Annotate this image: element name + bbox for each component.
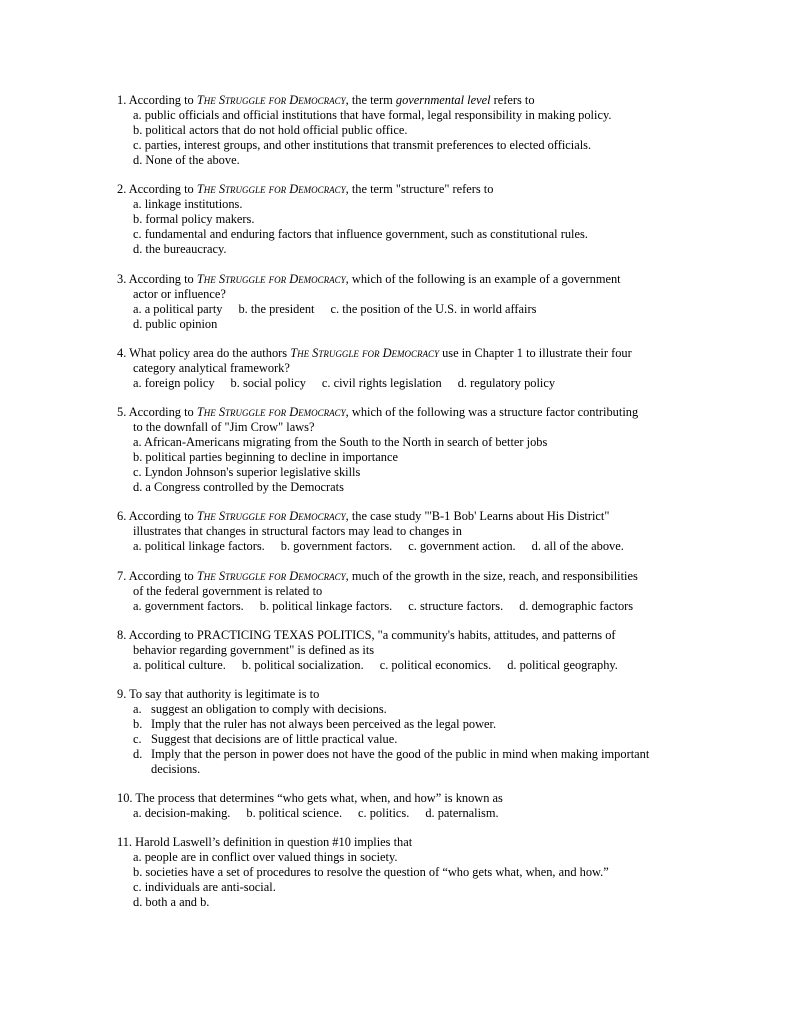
option-a: a. political linkage factors.	[133, 539, 265, 553]
question-stem	[117, 272, 717, 287]
option-b: b. social policy	[230, 376, 306, 390]
question-stem: 8. According to PRACTICING TEXAS POLITICS, "a community's habits, attitudes, and patterns of	[117, 628, 616, 642]
stem-continuation: illustrates that changes in structural factors may lead to changes in	[133, 524, 462, 538]
options-row	[117, 302, 717, 317]
option-d: d. None of the above.	[133, 153, 240, 167]
option-c: c. Lyndon Johnson's superior legislative skills	[133, 465, 361, 479]
option-c: c. government action.	[408, 539, 516, 553]
option-a	[117, 702, 717, 717]
key-term: governmental level	[395, 93, 491, 107]
option-d: d. the bureaucracy.	[133, 242, 227, 256]
stem-text: , which of the following was a structure factor contributing	[345, 405, 639, 419]
options-row	[117, 539, 717, 554]
option-b: b. political linkage factors.	[259, 599, 393, 613]
option-b: b. political socialization.	[241, 658, 364, 672]
option-c: c. the position of the U.S. in world affairs	[330, 302, 537, 316]
book-title: The Struggle for Democracy	[196, 182, 346, 196]
option-b	[117, 717, 717, 732]
stem-text: 2. According to	[117, 182, 197, 196]
stem-continuation: of the federal government is related to	[133, 584, 323, 598]
option-b: b. political science.	[246, 806, 343, 820]
option-c: c. fundamental and enduring factors that influence government, such as constitutional rules.	[133, 227, 588, 241]
option-c: c. political economics.	[379, 658, 492, 672]
question-3	[117, 272, 717, 332]
book-title: The Struggle for Democracy	[196, 509, 346, 523]
option-a: a. political culture.	[133, 658, 226, 672]
options-row	[117, 658, 717, 673]
question-1	[117, 93, 717, 168]
option-d: d. both a and b.	[133, 895, 210, 909]
stem-text: 4. What policy area do the authors	[117, 346, 291, 360]
book-title: The Struggle for Democracy	[196, 93, 346, 107]
stem-text: 5. According to	[117, 405, 197, 419]
option-b: b. political parties beginning to decline in importance	[133, 450, 398, 464]
option-text: Imply that the ruler has not always been perceived as the legal power.	[151, 717, 497, 731]
option-a: a. government factors.	[133, 599, 244, 613]
option-a: a. African-Americans migrating from the South to the North in search of better jobs	[133, 435, 548, 449]
option-b: b. political actors that do not hold official public office.	[133, 123, 408, 137]
option-text: Suggest that decisions are of little practical value.	[151, 732, 398, 746]
option-d: d. all of the above.	[531, 539, 624, 553]
option-c: c. structure factors.	[408, 599, 504, 613]
question-7	[117, 569, 717, 614]
option-a: a. decision-making.	[133, 806, 231, 820]
option-b: b. societies have a set of procedures to resolve the question of “who gets what, when, and how.”	[133, 865, 609, 879]
stem-continuation: to the downfall of "Jim Crow" laws?	[133, 420, 315, 434]
option-c: c. politics.	[358, 806, 410, 820]
stem-continuation: actor or influence?	[133, 287, 226, 301]
stem-continuation: behavior regarding government" is defined as its	[133, 643, 375, 657]
question-stem: 11. Harold Laswell’s definition in question #10 implies that	[117, 835, 413, 849]
question-10	[117, 791, 717, 821]
question-stem	[117, 346, 717, 361]
question-9	[117, 687, 717, 777]
question-stem	[117, 569, 717, 584]
option-c: c. parties, interest groups, and other institutions that transmit preferences to elected officials.	[133, 138, 592, 152]
question-11	[117, 835, 717, 910]
stem-text: 6. According to	[117, 509, 197, 523]
question-6	[117, 509, 717, 554]
stem-text: 7. According to	[117, 569, 197, 583]
option-d: d. a Congress controlled by the Democrats	[133, 480, 344, 494]
option-a: a. people are in conflict over valued things in society.	[133, 850, 398, 864]
book-title: The Struggle for Democracy	[196, 405, 346, 419]
option-d: d. public opinion	[133, 317, 218, 331]
option-a: a. public officials and official institutions that have formal, legal responsibility in making policy.	[133, 108, 612, 122]
question-8	[117, 628, 717, 673]
options-row	[117, 376, 717, 391]
question-stem	[117, 509, 717, 524]
option-b: b. formal policy makers.	[133, 212, 255, 226]
stem-text: refers to	[490, 93, 535, 107]
book-title: The Struggle for Democracy	[196, 569, 346, 583]
question-stem	[117, 93, 717, 108]
question-5	[117, 405, 717, 495]
question-stem	[117, 182, 717, 197]
option-d-continuation: decisions.	[151, 762, 201, 776]
option-d: d. regulatory policy	[457, 376, 556, 390]
option-a: a. foreign policy	[133, 376, 215, 390]
stem-text: , much of the growth in the size, reach, and responsibilities	[345, 569, 638, 583]
stem-text: 1. According to	[117, 93, 197, 107]
question-stem: 9. To say that authority is legitimate is to	[117, 687, 320, 701]
stem-text: 3. According to	[117, 272, 197, 286]
stem-continuation: category analytical framework?	[133, 361, 290, 375]
question-stem: 10. The process that determines “who gets what, when, and how” is known as	[117, 791, 503, 805]
option-d: d. political geography.	[507, 658, 618, 672]
book-title: The Struggle for Democracy	[196, 272, 346, 286]
option-c	[117, 732, 717, 747]
stem-text: , which of the following is an example of a government	[345, 272, 621, 286]
stem-text: , the term "structure" refers to	[345, 182, 494, 196]
stem-text: , the case study "'B-1 Bob' Learns about His District"	[345, 509, 610, 523]
book-title: The Struggle for Democracy	[290, 346, 440, 360]
option-a: a. linkage institutions.	[133, 197, 243, 211]
option-letter: b.	[133, 717, 143, 731]
option-d: d. demographic factors	[519, 599, 634, 613]
option-d	[117, 747, 717, 762]
option-text: suggest an obligation to comply with decisions.	[151, 702, 387, 716]
option-d: d. paternalism.	[425, 806, 499, 820]
option-letter: c.	[133, 732, 142, 746]
option-a: a. a political party	[133, 302, 223, 316]
option-c: c. civil rights legislation	[321, 376, 442, 390]
stem-text: use in Chapter 1 to illustrate their four	[439, 346, 632, 360]
option-b: b. government factors.	[280, 539, 393, 553]
option-text: Imply that the person in power does not have the good of the public in mind when making important	[151, 747, 650, 761]
question-2	[117, 182, 717, 257]
question-stem	[117, 405, 717, 420]
question-4	[117, 346, 717, 391]
option-b: b. the president	[238, 302, 315, 316]
option-letter: a.	[133, 702, 142, 716]
options-row	[117, 599, 717, 614]
options-row	[117, 806, 717, 821]
option-c: c. individuals are anti-social.	[133, 880, 276, 894]
option-letter: d.	[133, 747, 143, 761]
stem-text: , the term	[345, 93, 396, 107]
